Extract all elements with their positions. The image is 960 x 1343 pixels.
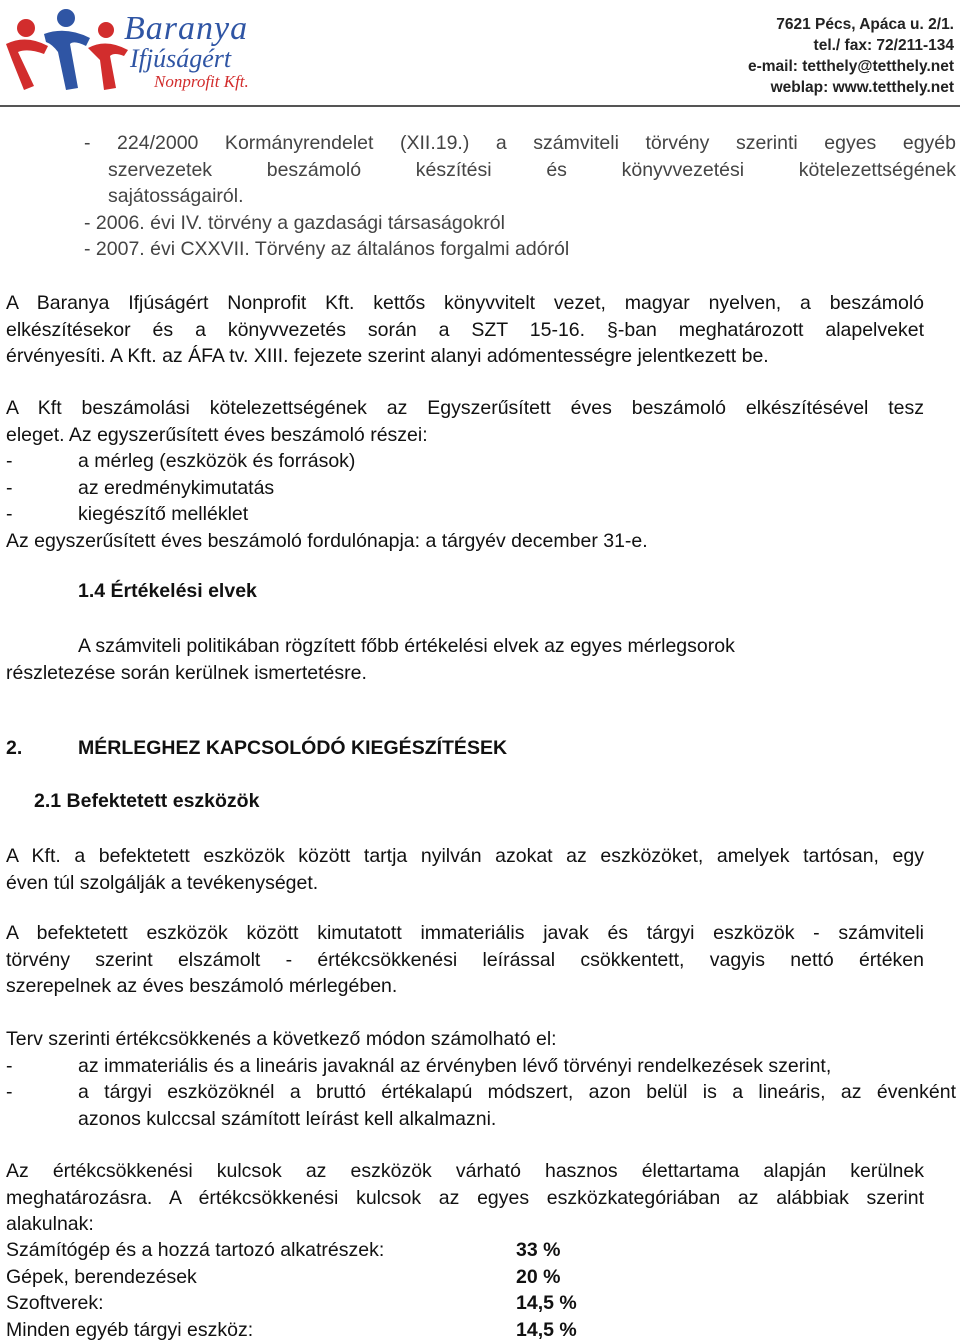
depreciation-rates-table — [6, 1237, 924, 1343]
logo-tagline: Nonprofit Kft. — [154, 72, 249, 92]
text-line: törvény szerint elszámolt - értékcsökkenési leírással csökkentett, vagyis nettó értéken — [6, 947, 924, 974]
text-line: eleget. Az egyszerűsített éves beszámoló részei: — [6, 422, 924, 449]
table-row: Szoftverek: 14,5 % — [6, 1290, 924, 1317]
people-figures-icon — [4, 4, 134, 96]
text-line: éven túl szolgálják a tevékenységet. — [6, 870, 924, 897]
text-line: A Kft. a befektetett eszközök között tartja nyilván azokat az eszközöket, amelyek tartósan, egy — [6, 843, 924, 870]
table-row: Gépek, berendezések 20 % — [6, 1264, 924, 1291]
list-item-cont: azonos kulccsal számított leírást kell alkalmazni. — [6, 1106, 956, 1133]
list-item: - a tárgyi eszközöknél a bruttó értékalapú módszert, azon belül is a lineáris, az évenként — [6, 1079, 956, 1106]
text-line: Az egyszerűsített éves beszámoló fordulónapja: a tárgyév december 31-e. — [6, 528, 924, 555]
text-line: A Kft beszámolási kötelezettségének az Egyszerűsített éves beszámoló elkészítésével tesz — [6, 395, 924, 422]
law-item-1-cont: szervezetek beszámoló készítési és könyvvezetési kötelezettségének — [84, 157, 956, 184]
list-item: - a mérleg (eszközök és források) — [6, 448, 924, 475]
rates-intro-paragraph — [6, 1158, 924, 1238]
text-line: elkészítésekor és a könyvvezetés során a SZT 15-16. §-ban meghatározott alapelveket — [6, 317, 924, 344]
text-line: érvényesíti. A Kft. az ÁFA tv. XIII. fejezete szerint alanyi adómentességre jelentkezett be. — [6, 343, 924, 370]
section-heading-2: MÉRLEGHEZ KAPCSOLÓDÓ KIEGÉSZÍTÉSEK — [78, 737, 507, 760]
law-item-2: - 2006. évi IV. törvény a gazdasági társaságokról — [84, 210, 956, 237]
logo-title: Baranya — [124, 10, 248, 48]
depreciation-paragraph — [6, 1026, 956, 1132]
table-row: Számítógép és a hozzá tartozó alkatrészek: 33 % — [6, 1237, 924, 1264]
text-line: Terv szerinti értékcsökkenés a következő módon számolható el: — [6, 1026, 956, 1053]
text-line: részletezése során kerülnek ismertetésre. — [6, 660, 924, 687]
web-link[interactable]: weblap: www.tetthely.net — [748, 77, 954, 98]
email-link[interactable]: e-mail: tetthely@tetthely.net — [748, 56, 954, 77]
list-item: - az immateriális és a lineáris javaknál az érvényben lévő törvényi rendelkezések szerint, — [6, 1053, 956, 1080]
accounting-paragraph — [6, 290, 924, 370]
report-paragraph — [6, 395, 924, 554]
law-item-3: - 2007. évi CXXVII. Törvény az általános forgalmi adóról — [84, 236, 956, 263]
text-line: alakulnak: — [6, 1211, 924, 1238]
text-line: meghatározásra. A értékcsökkenési kulcsok az egyes eszközkategóriában az alábbiak szerint — [6, 1185, 924, 1212]
law-item-1: - 224/2000 Kormányrendelet (XII.19.) a számviteli törvény szerinti egyes egyéb — [84, 130, 956, 157]
net-value-paragraph — [6, 920, 924, 1000]
logo-subtitle: Ifjúságért — [130, 44, 231, 74]
text-line: A számviteli politikában rögzített főbb értékelési elvek az egyes mérlegsorok — [6, 633, 924, 660]
header-divider — [0, 105, 960, 107]
law-list — [84, 130, 956, 263]
fixed-assets-paragraph — [6, 843, 924, 896]
address: 7621 Pécs, Apáca u. 2/1. — [748, 14, 954, 35]
subsection-heading-2-1: 2.1 Befektetett eszközök — [34, 790, 259, 813]
valuation-paragraph — [6, 633, 924, 686]
section-heading-1-4: 1.4 Értékelési elvek — [78, 580, 257, 603]
company-logo — [4, 4, 264, 96]
text-line: szerepelnek az éves beszámoló mérlegében. — [6, 973, 924, 1000]
section-number-2: 2. — [6, 737, 22, 760]
list-item: - kiegészítő melléklet — [6, 501, 924, 528]
list-item: - az eredménykimutatás — [6, 475, 924, 502]
contact-block — [748, 14, 954, 98]
text-line: A Baranya Ifjúságért Nonprofit Kft. kettős könyvvitelt vezet, magyar nyelven, a beszámoló — [6, 290, 924, 317]
law-item-1-end: sajátosságairól. — [84, 183, 956, 210]
text-line: Az értékcsökkenési kulcsok az eszközök várható hasznos élettartama alapján kerülnek — [6, 1158, 924, 1185]
text-line: A befektetett eszközök között kimutatott immateriális javak és tárgyi eszközök - számviteli — [6, 920, 924, 947]
table-row: Minden egyéb tárgyi eszköz: 14,5 % — [6, 1317, 924, 1343]
phone: tel./ fax: 72/211-134 — [748, 35, 954, 56]
